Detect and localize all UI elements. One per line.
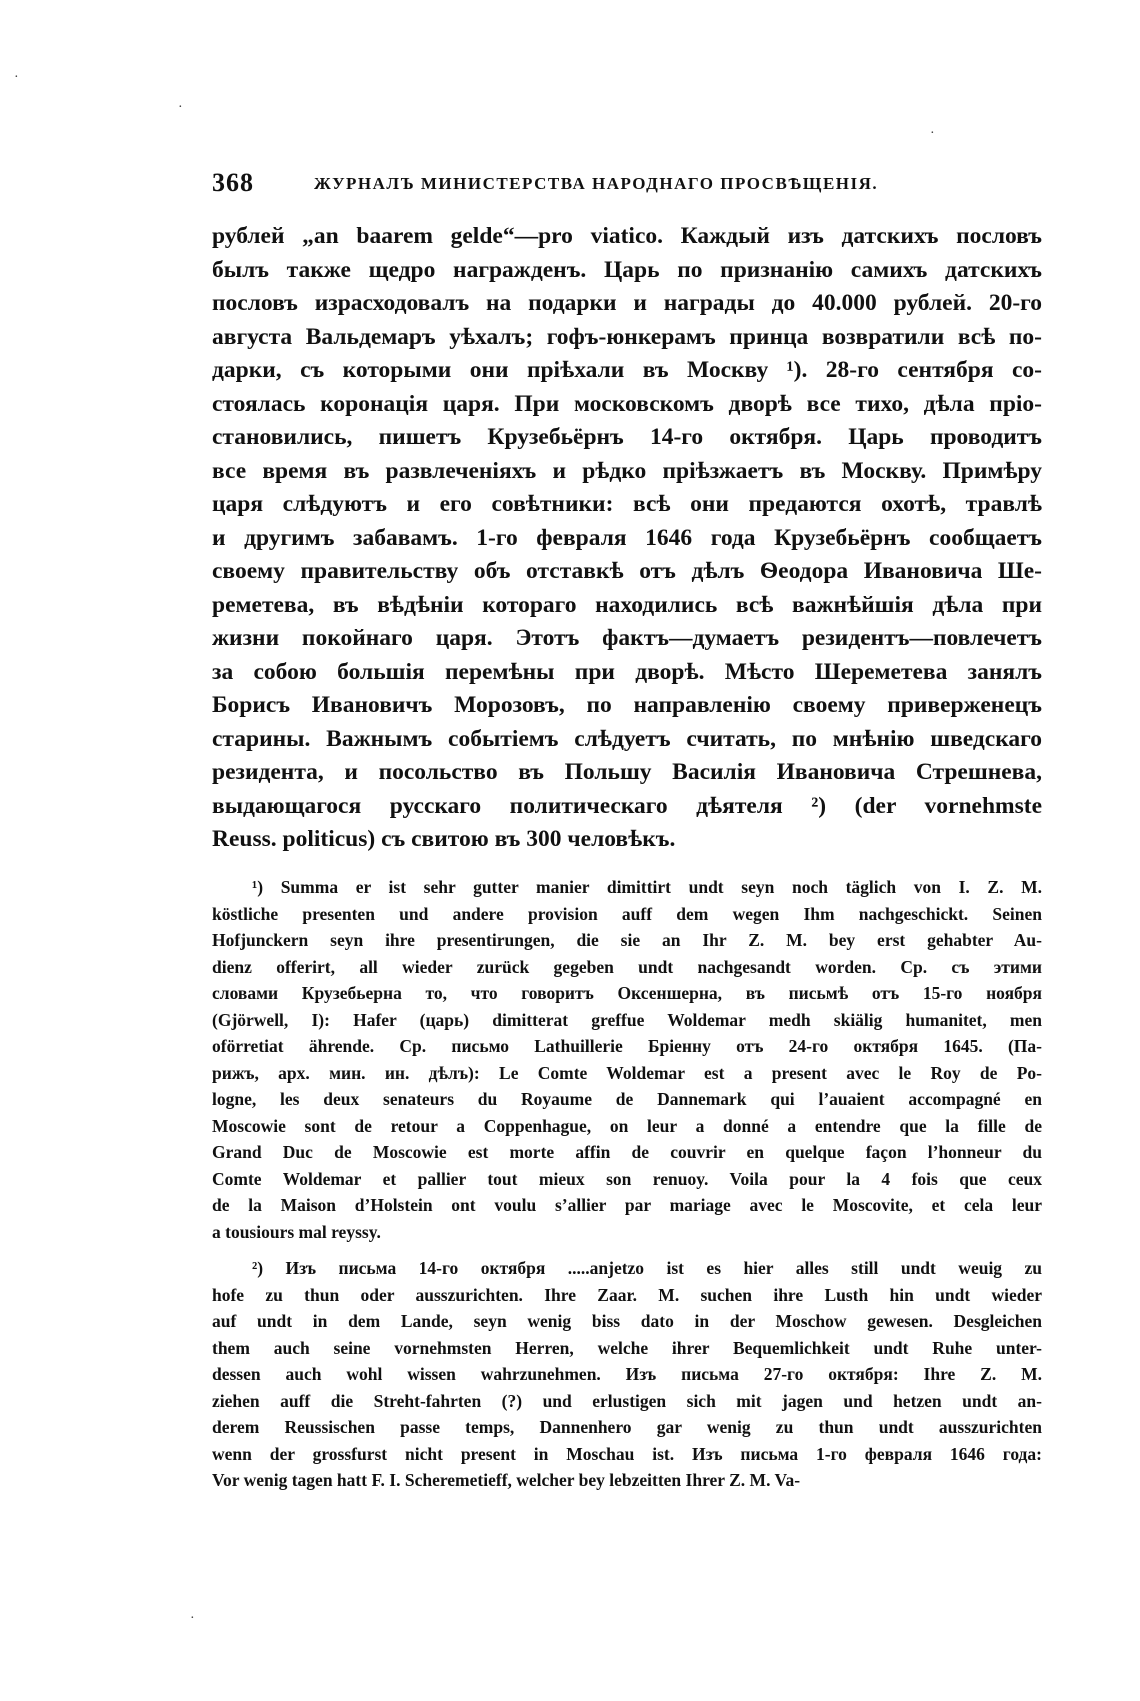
text-line: выдающагося русскаго политическаго дѣятеля ²) (der vornehmste — [212, 792, 1042, 819]
footnote-line: (Gjörwell, I): Hafer (царь) dimitterat greffue Woldemar medh skiälig humanitet, men — [212, 1009, 1042, 1030]
footnote-line: dienz offerirt, all wieder zurück gegeben undt nachgesandt worden. Ср. съ этими — [212, 956, 1042, 977]
text-line: стоялась коронація царя. При московскомъ дворѣ все тихо, дѣла пріо- — [212, 390, 1042, 417]
footnote-1 — [212, 874, 1042, 1245]
footnote-line: Hofjunckern seyn ihre presentirungen, die sie an Ihr Z. M. bey erst gehabter Au- — [212, 930, 1042, 950]
text-line: все время въ развлеченіяхъ и рѣдко пріѣзжаетъ въ Москву. Примѣру — [212, 457, 1042, 484]
footnote-line: de la Maison d’Holstein ont voulu s’allier par mariage avec le Moscovite, et cela leur — [212, 1195, 1042, 1215]
footnote-2 — [212, 1255, 1042, 1494]
text-line: рублей „an baarem gelde“—pro viatico. Каждый изъ датскихъ пословъ — [212, 223, 1042, 249]
footnote-line: wenn der grossfurst nicht present in Moschau ist. Изъ письма 1-го февраля 1646 года: — [212, 1443, 1042, 1464]
margin-speck: · — [178, 100, 183, 115]
text-line: резидента, и посольство въ Польшу Василія Ивановича Стрешнева, — [212, 759, 1042, 785]
footnote-line: Comte Woldemar et pallier tout mieux son renuoy. Voila pour la 4 fois que ceux — [212, 1168, 1042, 1189]
text-line: и другимъ забавамъ. 1-го февраля 1646 года Крузебьёрнъ сообщаетъ — [212, 524, 1042, 551]
margin-speck: · — [14, 70, 19, 85]
main-text — [212, 220, 1042, 857]
footnote-line: auf undt in dem Lande, seyn wenig biss dato in der Moschow gewesen. Desgleichen — [212, 1311, 1042, 1331]
text-line: царя слѣдуютъ и его совѣтники: всѣ они предаются охотѣ, травлѣ — [212, 491, 1042, 517]
text-line: былъ также щедро награжденъ. Царь по признанію самихъ датскихъ — [212, 256, 1042, 283]
footnote-line: derem Reussischen passe temps, Dannenhero gar wenig zu thun undt ausszurichten — [212, 1417, 1042, 1437]
footnote-line: Vor wenig tagen hatt F. I. Scheremetieff, welcher bey lebzeitten Ihrer Z. M. Va- — [212, 1470, 801, 1490]
footnote-line: рижъ, арх. мин. ин. дѣлъ): Le Comte Woldemar est a present avec le Roy de Po- — [212, 1062, 1042, 1083]
footnote-line: Moscowie sont de retour a Coppenhague, on leur a donné a entendre que la fille de — [212, 1115, 1042, 1136]
text-line: дарки, съ которыми они пріѣхали въ Москву ¹). 28-го сентября со- — [212, 357, 1042, 383]
text-line: августа Вальдемаръ уѣхалъ; гофъ-юнкерамъ принца возвратили всѣ по- — [212, 323, 1042, 350]
footnote-line: köstliche presenten und andere provision auff dem wegen Ihm nachgeschickt. Seinen — [212, 903, 1042, 924]
footnotes — [212, 874, 1042, 1494]
footnote-line: dessen auch wohl wissen wahrzunehmen. Изъ письма 27-го октября: Ihre Z. M. — [212, 1364, 1042, 1384]
text-line: старины. Важнымъ событіемъ слѣдуетъ считать, по мнѣнію шведскаго — [212, 725, 1042, 752]
margin-speck: · — [930, 126, 935, 141]
text-line: Борисъ Ивановичъ Морозовъ, по направленію своему приверженецъ — [212, 692, 1042, 718]
footnote-line: oförretiat ährende. Ср. письмо Lathuillerie Бріенну отъ 24-го октября 1645. (Па- — [212, 1036, 1042, 1056]
footnote-line: a tousiours mal reyssy. — [212, 1221, 381, 1242]
page-number: 368 — [212, 168, 254, 197]
footnote-gap — [212, 1245, 1042, 1255]
text-line: Reuss. politicus) съ свитою въ 300 человѣкъ. — [212, 826, 676, 852]
text-line: жизни покойнаго царя. Этотъ фактъ—думаетъ резидентъ—повлечетъ — [212, 625, 1042, 651]
page-header — [212, 168, 1042, 204]
footnote-line: hofe zu thun oder ausszurichten. Ihre Zaar. M. suchen ihre Lusth hin undt wieder — [212, 1284, 1042, 1305]
footnote-line: logne, les deux senateurs du Royaume de Dannemark qui l’auaient accompagné en — [212, 1089, 1042, 1109]
footnote-line: ¹) Summa er ist sehr gutter manier dimittirt undt seyn noch täglich von I. Z. M. — [252, 877, 1042, 897]
footnote-line: Grand Duc de Moscowie est morte affin de couvrir en quelque façon l’honneur du — [212, 1142, 1042, 1162]
footnote-line: ²) Изъ письма 14-го октября .....anjetzo ist es hier alles still undt weuig zu — [252, 1258, 1042, 1278]
text-line: за собою большія перемѣны при дворѣ. Мѣсто Шереметева занялъ — [212, 658, 1042, 685]
running-title: ЖУРНАЛЪ МИНИСТЕРСТВА НАРОДНАГО ПРОСВѢЩЕНІЯ. — [314, 174, 879, 193]
footnote-line: словами Крузебьерна то, что говоритъ Оксеншерна, въ письмѣ отъ 15-го ноября — [212, 983, 1042, 1003]
text-line: реметева, въ вѣдѣніи котораго находились всѣ важнѣйшія дѣла при — [212, 591, 1042, 618]
footnote-line: ziehen auff die Streht-fahrten (?) und erlustigen sich mit jagen und hetzen undt an- — [212, 1390, 1042, 1411]
margin-speck: · — [190, 1611, 195, 1626]
text-line: пословъ израсходовалъ на подарки и награды до 40.000 рублей. 20-го — [212, 290, 1042, 316]
footnote-line: them auch seine vornehmsten Herren, welche ihrer Bequemlichkeit undt Ruhe unter- — [212, 1337, 1042, 1358]
text-line: своему правительству объ отставкѣ отъ дѣлъ Ѳеодора Ивановича Ше- — [212, 558, 1042, 584]
text-line: становились, пишетъ Крузебьёрнъ 14-го октября. Царь проводитъ — [212, 424, 1042, 450]
